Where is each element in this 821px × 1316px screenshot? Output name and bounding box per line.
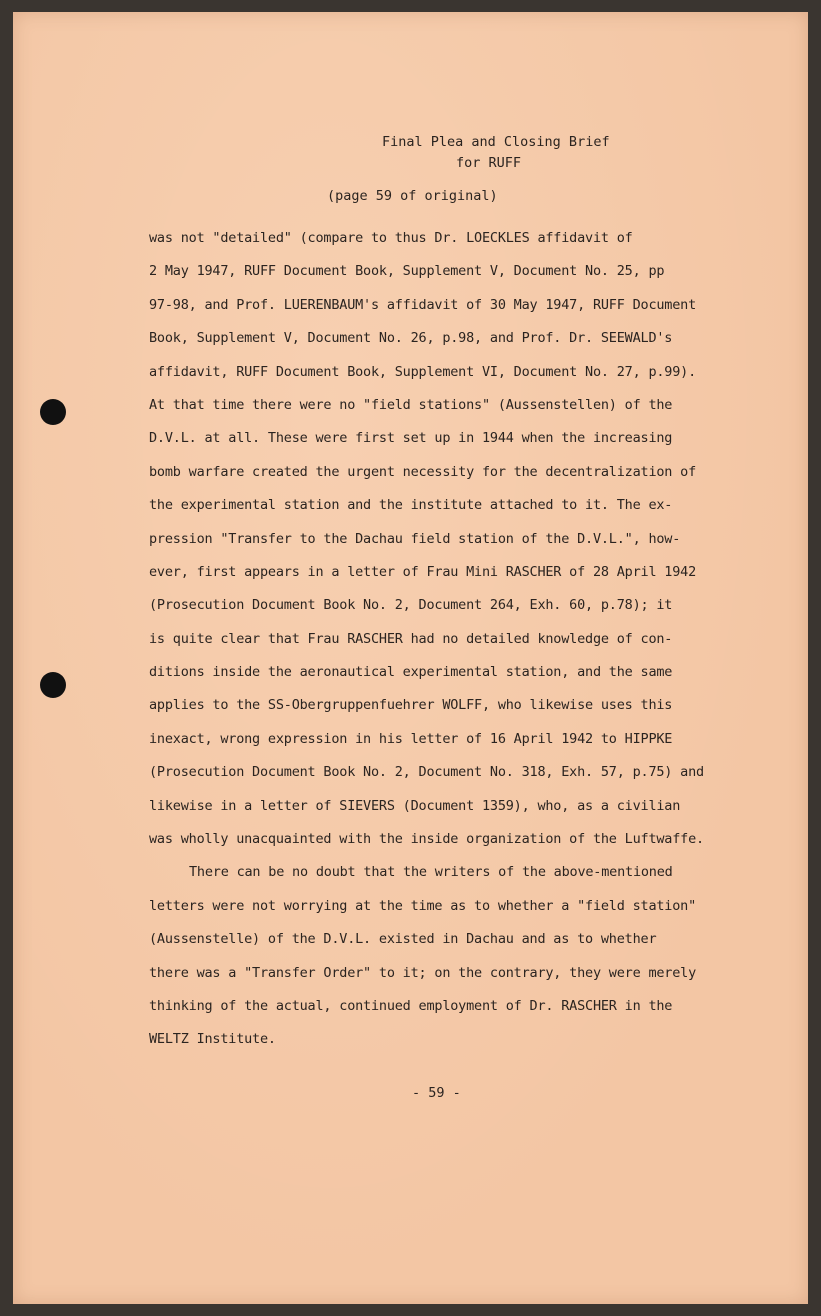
text-line: (Aussenstelle) of the D.V.L. existed in Dachau and as to whether	[149, 931, 657, 948]
punch-hole	[40, 672, 66, 698]
text-line: thinking of the actual, continued employment of Dr. RASCHER in the	[149, 997, 673, 1014]
text-line: the experimental station and the institute attached to it. The ex-	[149, 497, 673, 514]
text-line: (Prosecution Document Book No. 2, Document 264, Exh. 60, p.78); it	[149, 597, 673, 614]
text-line: letters were not worrying at the time as to whether a "field station"	[149, 897, 697, 914]
text-line: D.V.L. at all. These were first set up in 1944 when the increasing	[149, 430, 673, 447]
punch-hole	[40, 399, 66, 425]
text-line: is quite clear that Frau RASCHER had no detailed knowledge of con-	[149, 630, 673, 647]
page-number: - 59 -	[412, 1085, 461, 1101]
document-title: Final Plea and Closing Brief	[382, 134, 610, 150]
text-line: bomb warfare created the urgent necessity for the decentralization of	[149, 463, 697, 480]
text-line: At that time there were no "field stations" (Aussenstellen) of the	[149, 396, 673, 413]
text-line: there was a "Transfer Order" to it; on the contrary, they were merely	[149, 964, 697, 981]
text-line: ditions inside the aeronautical experimental station, and the same	[149, 664, 673, 681]
text-line: There can be no doubt that the writers of the above-mentioned	[189, 864, 673, 881]
original-page-note: (page 59 of original)	[327, 188, 498, 204]
text-line: 2 May 1947, RUFF Document Book, Supplement V, Document No. 25, pp	[149, 263, 665, 280]
text-line: was wholly unacquainted with the inside organization of the Luftwaffe.	[149, 831, 704, 848]
text-line: 97-98, and Prof. LUERENBAUM's affidavit of 30 May 1947, RUFF Document	[149, 296, 697, 313]
text-line: Book, Supplement V, Document No. 26, p.98, and Prof. Dr. SEEWALD's	[149, 330, 673, 347]
document-subtitle: for RUFF	[456, 155, 522, 171]
text-line: WELTZ Institute.	[149, 1031, 276, 1048]
text-line: affidavit, RUFF Document Book, Supplement VI, Document No. 27, p.99).	[149, 363, 697, 380]
text-line: was not "detailed" (compare to thus Dr. LOECKLES affidavit of	[149, 230, 633, 246]
body-text	[149, 222, 749, 1057]
text-line: pression "Transfer to the Dachau field station of the D.V.L.", how-	[149, 530, 681, 547]
text-line: ever, first appears in a letter of Frau Mini RASCHER of 28 April 1942	[149, 563, 697, 580]
text-line: applies to the SS-Obergruppenfuehrer WOLFF, who likewise uses this	[149, 697, 673, 714]
text-line: likewise in a letter of SIEVERS (Document 1359), who, as a civilian	[149, 797, 681, 814]
text-line: inexact, wrong expression in his letter of 16 April 1942 to HIPPKE	[149, 730, 673, 747]
text-line: (Prosecution Document Book No. 2, Document No. 318, Exh. 57, p.75) and	[149, 764, 704, 781]
